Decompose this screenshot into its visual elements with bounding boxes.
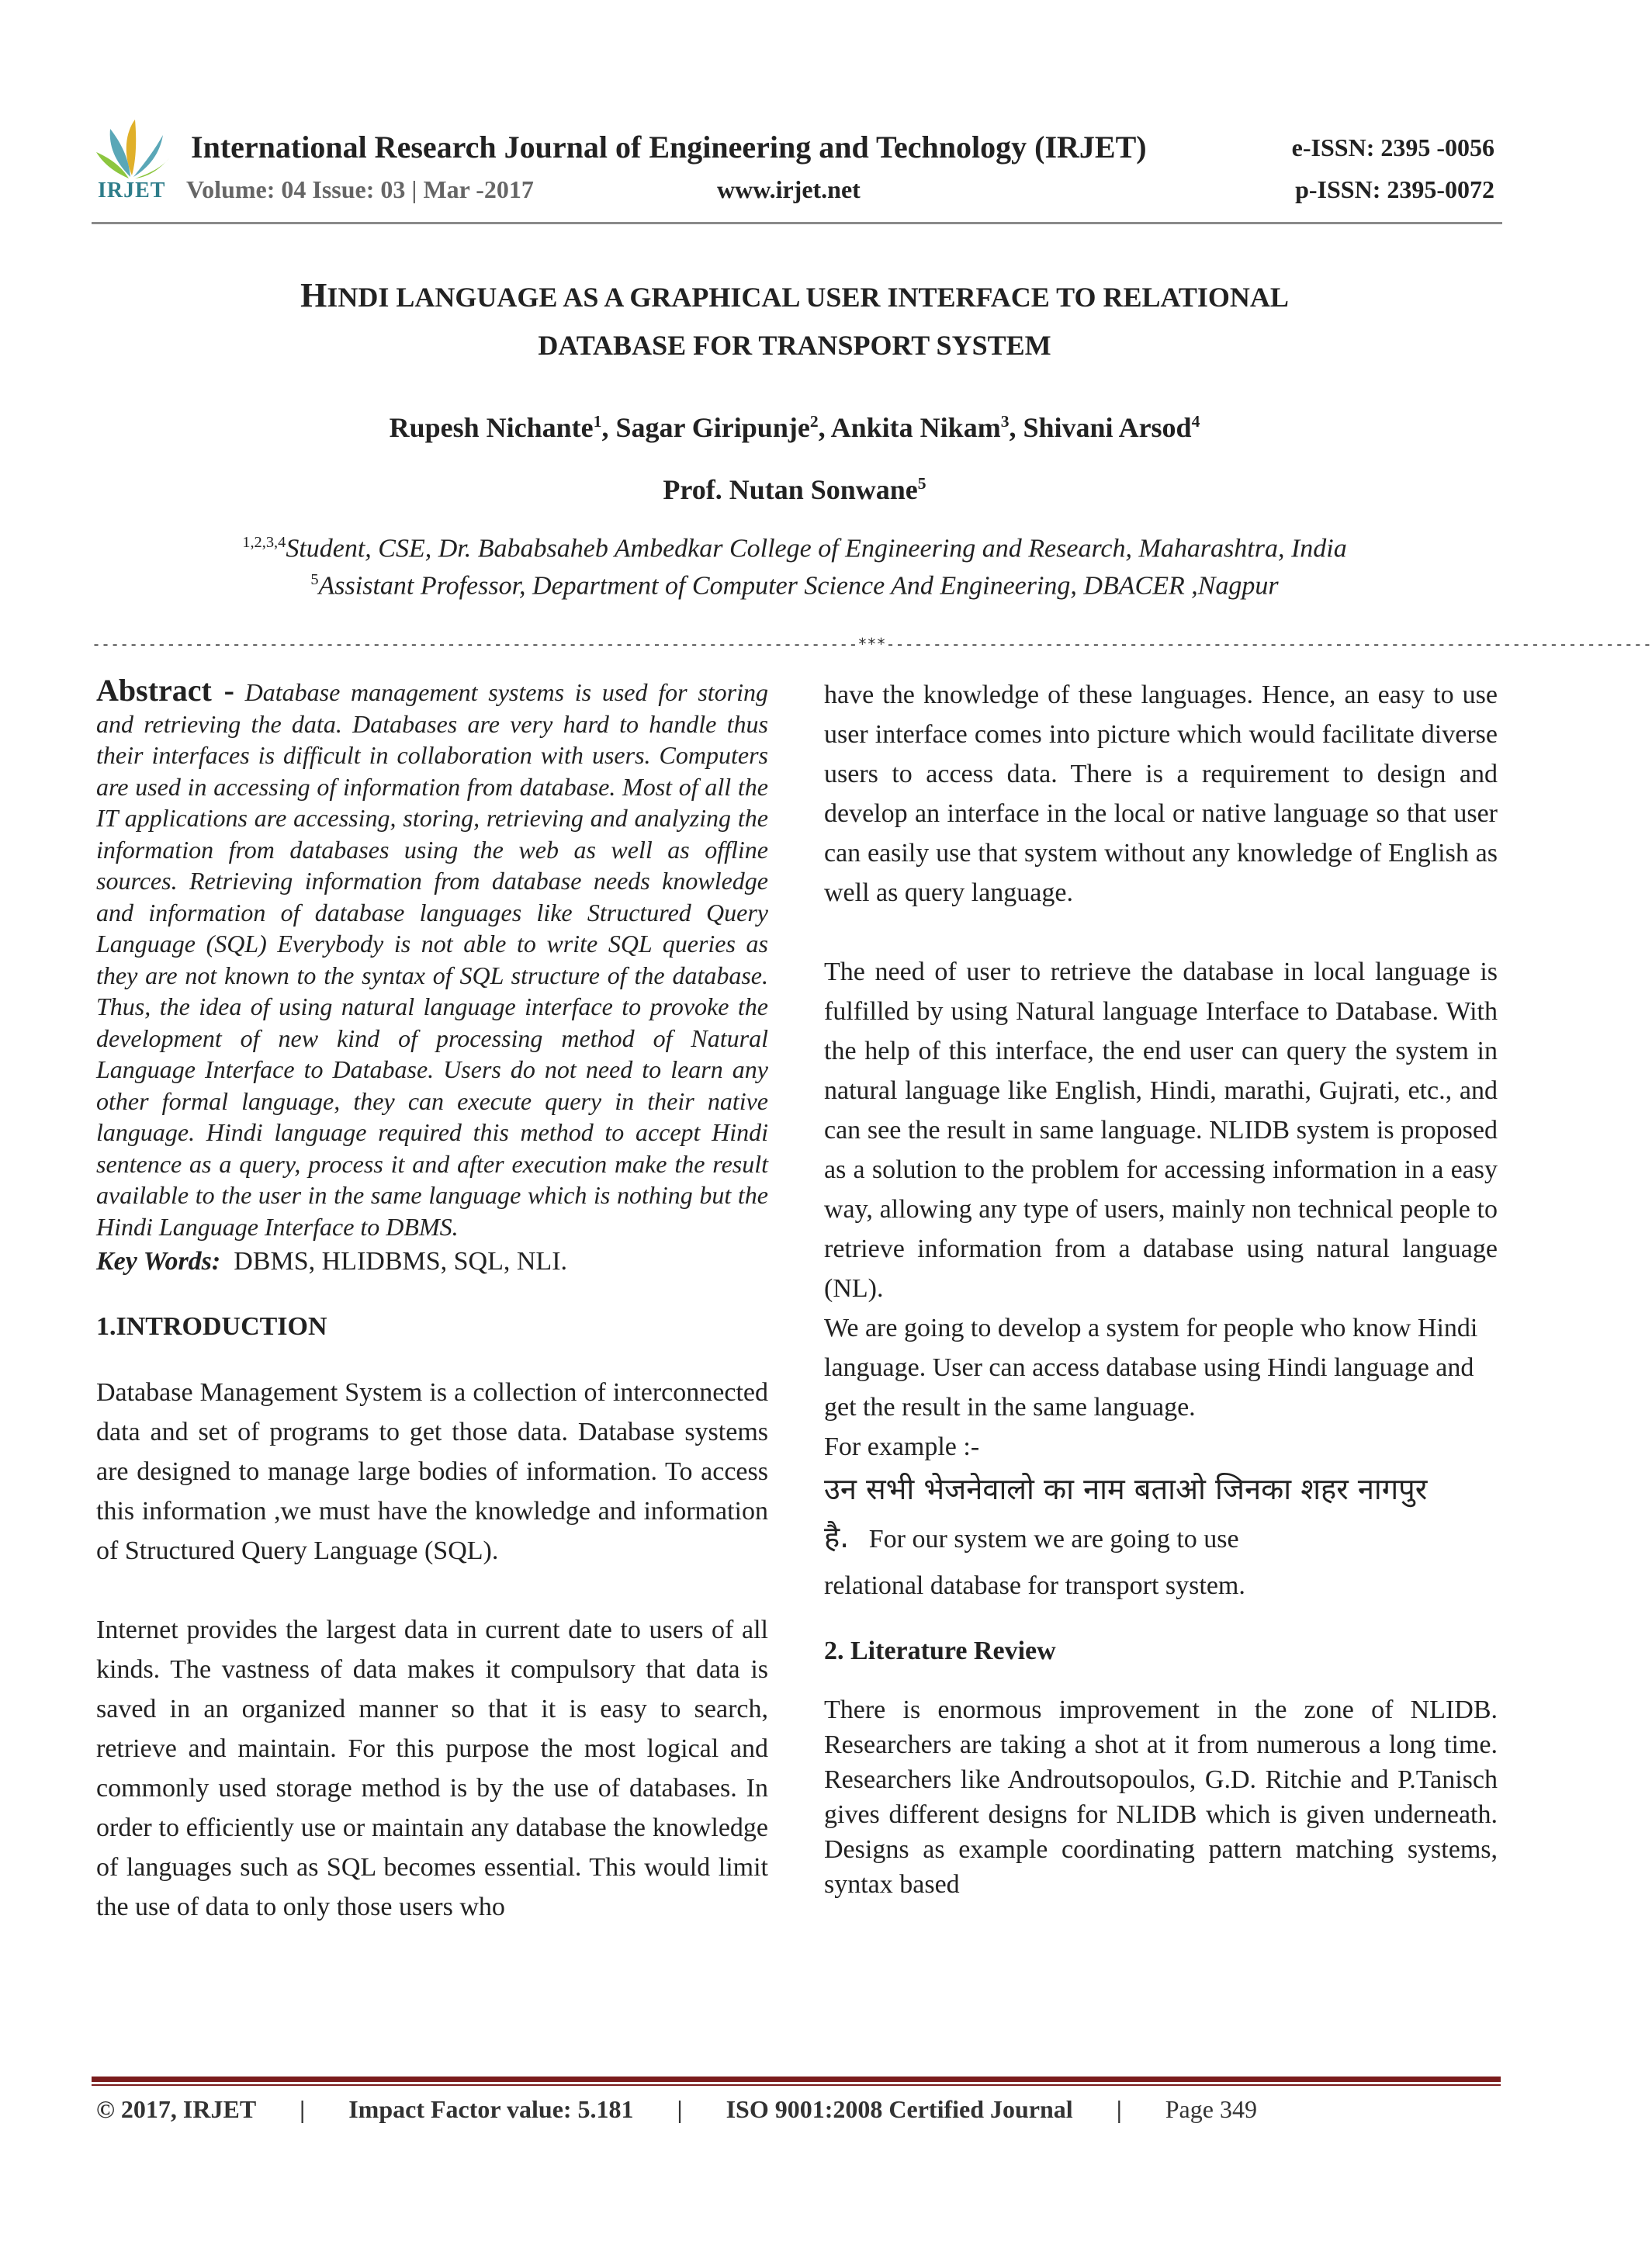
affiliation-sup: 5: [310, 571, 319, 588]
title-line-2: DATABASE FOR TRANSPORT SYSTEM: [538, 330, 1051, 361]
title-line-1: INDI LANGUAGE AS A GRAPHICAL USER INTERFACE TO RELATIONAL: [327, 282, 1289, 313]
literature-heading: 2. Literature Review: [824, 1637, 1056, 1665]
intro-paragraph-6b: relational database for transport system.: [824, 1571, 1245, 1600]
separator-mark: ***: [857, 635, 886, 653]
professor-name: [155, 473, 1434, 506]
hindi-example-line-2: है.: [824, 1520, 850, 1554]
affiliation-text: Student, CSE, Dr. Bababsaheb Ambedkar College of Engineering and Research, Maharashtra, India: [286, 534, 1347, 563]
author-list: [155, 411, 1434, 444]
example-label: For example :-: [824, 1432, 980, 1461]
intro-paragraph-3: have the knowledge of these languages. Hence, an easy to use user interface comes into picture which would facilitate diverse users to access data. There is a requirement to design and develop an interface in the local or native language so that user can easily use that system without any knowledge of English as well as query language.: [824, 681, 1498, 907]
intro-paragraph-2: Internet provides the largest data in current date to users of all kinds. The vastness of data makes it compulsory that data is saved in an organized manner so that it is easy to search, retrieve and maintain. For this purpose the most logical and commonly used storage method is by the use of databases. In order to efficiently use or maintain any database the knowledge of languages such as SQL becomes essential. This would limit the use of data to only those users who: [96, 1616, 768, 1921]
keywords-colon: :: [211, 1247, 221, 1276]
footer-impact: Impact Factor value: 5.181: [348, 2095, 634, 2123]
literature-paragraph: There is enormous improvement in the zone of NLIDB. Researchers are taking a shot at it from numerous a long time. Researchers like Androutsopoulos, G.D. Ritchie and P.Tanisch gives different designs for NLIDB which is given underneath. Designs as example coordinating pattern matching systems, syntax based: [824, 1696, 1498, 1899]
footer-divider: |: [300, 2095, 306, 2123]
abstract-text: Database management systems is used for storing and retrieving the data. Databases are very hard to handle thus their interfaces is difficult in collaboration with users. Computers are used in accessing of information from database. Most of all the IT applications are accessing, storing, retrieving and analyzing the information from databases using the web as well as offline sources. Retrieving information from database needs knowledge and information of database languages like Structured Query Language (SQL) Everybody is not able to write SQL queries as they are not known to the syntax of SQL structure of the database. Thus, the idea of using natural language interface to provoke the development of new kind of processing method of Natural Language Interface to Database. Users do not need to learn any other formal language, they can execute query in their native language. Hindi language required this method to accept Hindi sentence as a query, process it and after execution make the result available to the user in the same language which is nothing but the Hindi Language Interface to DBMS.: [96, 678, 769, 1241]
keywords-label: Key Words: [96, 1247, 212, 1276]
p-issn: p-ISSN: 2395-0072: [1295, 175, 1494, 203]
author-sup: 4: [1191, 412, 1200, 431]
author-name: Rupesh Nichante: [389, 412, 594, 443]
author-name: Shivani Arsod: [1023, 412, 1192, 443]
section-separator: ----------------------------------------------------------------------------------***----------------------------------------------------------------------------------: [92, 635, 1652, 653]
header-divider: [92, 222, 1502, 224]
journal-name: International Research Journal of Engineering and Technology (IRJET): [191, 130, 1147, 165]
affiliation-professor: [116, 571, 1473, 601]
keywords-text: DBMS, HLIDBMS, SQL, NLI.: [234, 1247, 568, 1276]
logo-text: IRJET: [98, 178, 166, 203]
footer-rule-thin: [92, 2084, 1501, 2086]
author-name: Sagar Giripunje: [615, 412, 810, 443]
paper-title: [155, 272, 1434, 369]
abstract-label: Abstract -: [96, 673, 234, 708]
footer-iso: ISO 9001:2008 Certified Journal: [726, 2095, 1073, 2123]
author-sup: 2: [809, 412, 819, 431]
footer-page-number: Page 349: [1165, 2095, 1257, 2123]
footer-divider: |: [1116, 2095, 1122, 2123]
intro-paragraph-5: We are going to develop a system for people who know Hindi language. User can access database using Hindi language and get the result in the same language.: [824, 1314, 1478, 1422]
author-separator: ,: [818, 412, 831, 443]
journal-header: [92, 115, 1501, 223]
volume-issue: Volume: 04 Issue: 03 | Mar -2017: [186, 175, 534, 203]
affiliation-text: Assistant Professor, Department of Computer Science And Engineering, DBACER ,Nagpur: [318, 571, 1279, 601]
title-first-letter: H: [300, 276, 327, 314]
website-link[interactable]: www.irjet.net: [717, 175, 861, 203]
abstract: [96, 675, 768, 1242]
author-separator: ,: [1009, 412, 1023, 443]
left-column: [96, 675, 768, 1927]
affiliation-students: [116, 534, 1473, 563]
right-column: [824, 675, 1498, 1902]
intro-paragraph-4: The need of user to retrieve the database in local language is fulfilled by using Natural language Interface to Database. With the help of this interface, the end user can query the system in natural language like English, Hindi, marathi, Gujrati, etc., and can see the result in same language. NLIDB system is proposed as a solution to the problem for accessing information in a easy way, allowing any type of users, mainly non technical people to retrieve information from a database using natural language (NL).: [824, 958, 1498, 1303]
footer-divider: |: [677, 2095, 683, 2123]
author-sup: 1: [593, 412, 602, 431]
footer-copyright: © 2017, IRJET: [96, 2095, 257, 2123]
intro-paragraph-1: Database Management System is a collection of interconnected data and set of programs to get those data. Database systems are designed to manage large bodies of information. To access this information ,we must have the knowledge and information of Structured Query Language (SQL).: [96, 1378, 768, 1565]
professor-sup: 5: [917, 474, 926, 493]
page-footer: [96, 2095, 1501, 2124]
intro-heading: 1.INTRODUCTION: [96, 1312, 327, 1341]
e-issn: e-ISSN: 2395 -0056: [1291, 133, 1494, 161]
professor-text: Prof. Nutan Sonwane: [663, 474, 918, 505]
author-separator: ,: [601, 412, 616, 443]
intro-paragraph-6a: For our system we are going to use: [868, 1525, 1239, 1554]
hindi-example-line-1: उन सभी भेजनेवालो का नाम बताओ जिनका शहर नागपुर: [824, 1472, 1428, 1506]
author-sup: 3: [1000, 412, 1010, 431]
keywords: [96, 1247, 768, 1276]
footer-rule-thick: [92, 2077, 1501, 2082]
author-name: Ankita Nikam: [830, 412, 1001, 443]
affiliation-sup: 1,2,3,4: [242, 534, 286, 551]
